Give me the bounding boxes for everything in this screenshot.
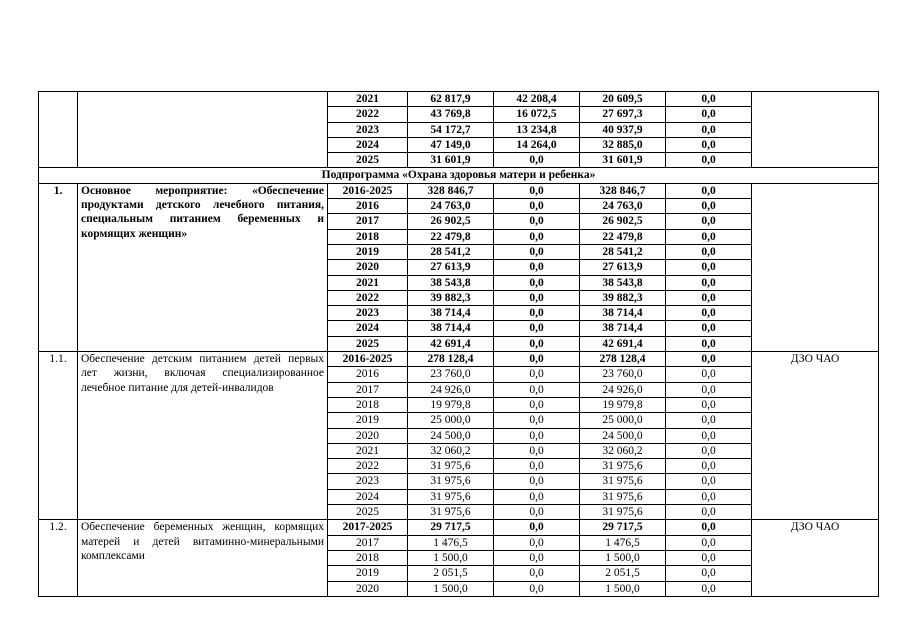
value-cell-v2: 0,0 bbox=[494, 413, 580, 428]
year-cell: 2016-2025 bbox=[328, 352, 408, 367]
description-cell: Обеспечение детским питанием детей первых лет жизни, включая специализированное лечебное питание для детей-инвалидов bbox=[78, 352, 328, 520]
value-cell-v1: 54 172,7 bbox=[408, 122, 494, 137]
year-cell: 2017 bbox=[328, 535, 408, 550]
value-cell-v3: 23 760,0 bbox=[580, 367, 666, 382]
value-cell-v4: 0,0 bbox=[666, 505, 752, 520]
table-row bbox=[39, 352, 879, 367]
value-cell-v4: 0,0 bbox=[666, 183, 752, 198]
value-cell-v1: 38 543,8 bbox=[408, 275, 494, 290]
value-cell-v4: 0,0 bbox=[666, 489, 752, 504]
value-cell-v2: 0,0 bbox=[494, 459, 580, 474]
value-cell-v3: 24 763,0 bbox=[580, 199, 666, 214]
value-cell-v1: 328 846,7 bbox=[408, 183, 494, 198]
value-cell-v4: 0,0 bbox=[666, 122, 752, 137]
executor-cell: ДЗО ЧАО bbox=[752, 520, 879, 596]
value-cell-v4: 0,0 bbox=[666, 229, 752, 244]
value-cell-v1: 23 760,0 bbox=[408, 367, 494, 382]
table-body bbox=[39, 92, 879, 597]
value-cell-v1: 26 902,5 bbox=[408, 214, 494, 229]
value-cell-v4: 0,0 bbox=[666, 306, 752, 321]
value-cell-v1: 24 926,0 bbox=[408, 382, 494, 397]
value-cell-v1: 1 500,0 bbox=[408, 550, 494, 565]
value-cell-v2: 0,0 bbox=[494, 244, 580, 259]
value-cell-v4: 0,0 bbox=[666, 260, 752, 275]
value-cell-v3: 19 979,8 bbox=[580, 397, 666, 412]
value-cell-v2: 0,0 bbox=[494, 352, 580, 367]
value-cell-v1: 47 149,0 bbox=[408, 137, 494, 152]
year-cell: 2025 bbox=[328, 153, 408, 168]
value-cell-v4: 0,0 bbox=[666, 275, 752, 290]
value-cell-v4: 0,0 bbox=[666, 336, 752, 351]
value-cell-v4: 0,0 bbox=[666, 244, 752, 259]
value-cell-v2: 0,0 bbox=[494, 474, 580, 489]
year-cell: 2017-2025 bbox=[328, 520, 408, 535]
value-cell-v4: 0,0 bbox=[666, 566, 752, 581]
value-cell-v3: 27 613,9 bbox=[580, 260, 666, 275]
table-row bbox=[39, 92, 879, 107]
value-cell-v4: 0,0 bbox=[666, 153, 752, 168]
value-cell-v2: 16 072,5 bbox=[494, 107, 580, 122]
value-cell-v1: 39 882,3 bbox=[408, 290, 494, 305]
value-cell-v1: 43 769,8 bbox=[408, 107, 494, 122]
value-cell-v1: 31 975,6 bbox=[408, 459, 494, 474]
value-cell-v2: 0,0 bbox=[494, 275, 580, 290]
value-cell-v3: 40 937,9 bbox=[580, 122, 666, 137]
value-cell-v2: 0,0 bbox=[494, 214, 580, 229]
value-cell-v1: 38 714,4 bbox=[408, 321, 494, 336]
value-cell-v1: 24 763,0 bbox=[408, 199, 494, 214]
value-cell-v2: 0,0 bbox=[494, 489, 580, 504]
value-cell-v2: 0,0 bbox=[494, 566, 580, 581]
value-cell-v4: 0,0 bbox=[666, 550, 752, 565]
year-cell: 2024 bbox=[328, 489, 408, 504]
value-cell-v2: 42 208,4 bbox=[494, 92, 580, 107]
value-cell-v3: 22 479,8 bbox=[580, 229, 666, 244]
value-cell-v3: 24 500,0 bbox=[580, 428, 666, 443]
value-cell-v4: 0,0 bbox=[666, 382, 752, 397]
year-cell: 2016 bbox=[328, 199, 408, 214]
value-cell-v2: 0,0 bbox=[494, 290, 580, 305]
value-cell-v3: 26 902,5 bbox=[580, 214, 666, 229]
value-cell-v3: 1 476,5 bbox=[580, 535, 666, 550]
value-cell-v2: 14 264,0 bbox=[494, 137, 580, 152]
executor-cell bbox=[752, 92, 879, 168]
value-cell-v3: 31 975,6 bbox=[580, 459, 666, 474]
year-cell: 2025 bbox=[328, 336, 408, 351]
year-cell: 2019 bbox=[328, 244, 408, 259]
year-cell: 2020 bbox=[328, 428, 408, 443]
value-cell-v1: 19 979,8 bbox=[408, 397, 494, 412]
value-cell-v2: 13 234,8 bbox=[494, 122, 580, 137]
financing-table bbox=[38, 91, 879, 597]
value-cell-v1: 29 717,5 bbox=[408, 520, 494, 535]
value-cell-v3: 39 882,3 bbox=[580, 290, 666, 305]
value-cell-v1: 62 817,9 bbox=[408, 92, 494, 107]
year-cell: 2018 bbox=[328, 550, 408, 565]
value-cell-v2: 0,0 bbox=[494, 520, 580, 535]
value-cell-v2: 0,0 bbox=[494, 321, 580, 336]
value-cell-v2: 0,0 bbox=[494, 443, 580, 458]
year-cell: 2020 bbox=[328, 260, 408, 275]
year-cell: 2023 bbox=[328, 122, 408, 137]
value-cell-v2: 0,0 bbox=[494, 535, 580, 550]
year-cell: 2023 bbox=[328, 306, 408, 321]
subprogram-row bbox=[39, 168, 879, 183]
value-cell-v4: 0,0 bbox=[666, 107, 752, 122]
value-cell-v3: 31 975,6 bbox=[580, 505, 666, 520]
value-cell-v2: 0,0 bbox=[494, 397, 580, 412]
value-cell-v3: 32 060,2 bbox=[580, 443, 666, 458]
value-cell-v3: 29 717,5 bbox=[580, 520, 666, 535]
description-cell bbox=[78, 92, 328, 168]
value-cell-v3: 38 714,4 bbox=[580, 321, 666, 336]
number-cell: 1. bbox=[39, 183, 78, 351]
value-cell-v3: 38 543,8 bbox=[580, 275, 666, 290]
number-cell bbox=[39, 92, 78, 168]
value-cell-v1: 32 060,2 bbox=[408, 443, 494, 458]
value-cell-v4: 0,0 bbox=[666, 581, 752, 596]
value-cell-v1: 31 975,6 bbox=[408, 489, 494, 504]
value-cell-v1: 22 479,8 bbox=[408, 229, 494, 244]
value-cell-v3: 28 541,2 bbox=[580, 244, 666, 259]
year-cell: 2019 bbox=[328, 566, 408, 581]
executor-cell bbox=[752, 183, 879, 351]
year-cell: 2023 bbox=[328, 474, 408, 489]
value-cell-v4: 0,0 bbox=[666, 199, 752, 214]
year-cell: 2017 bbox=[328, 382, 408, 397]
value-cell-v4: 0,0 bbox=[666, 474, 752, 489]
value-cell-v2: 0,0 bbox=[494, 428, 580, 443]
year-cell: 2019 bbox=[328, 413, 408, 428]
value-cell-v3: 27 697,3 bbox=[580, 107, 666, 122]
value-cell-v4: 0,0 bbox=[666, 214, 752, 229]
number-cell: 1.1. bbox=[39, 352, 78, 520]
value-cell-v1: 2 051,5 bbox=[408, 566, 494, 581]
value-cell-v4: 0,0 bbox=[666, 397, 752, 412]
value-cell-v1: 278 128,4 bbox=[408, 352, 494, 367]
year-cell: 2016 bbox=[328, 367, 408, 382]
year-cell: 2018 bbox=[328, 397, 408, 412]
value-cell-v3: 278 128,4 bbox=[580, 352, 666, 367]
value-cell-v2: 0,0 bbox=[494, 505, 580, 520]
value-cell-v3: 31 975,6 bbox=[580, 474, 666, 489]
year-cell: 2018 bbox=[328, 229, 408, 244]
value-cell-v4: 0,0 bbox=[666, 367, 752, 382]
value-cell-v1: 31 601,9 bbox=[408, 153, 494, 168]
value-cell-v2: 0,0 bbox=[494, 153, 580, 168]
value-cell-v4: 0,0 bbox=[666, 321, 752, 336]
value-cell-v1: 42 691,4 bbox=[408, 336, 494, 351]
number-cell: 1.2. bbox=[39, 520, 78, 596]
year-cell: 2022 bbox=[328, 459, 408, 474]
value-cell-v4: 0,0 bbox=[666, 428, 752, 443]
value-cell-v1: 1 476,5 bbox=[408, 535, 494, 550]
value-cell-v3: 328 846,7 bbox=[580, 183, 666, 198]
value-cell-v4: 0,0 bbox=[666, 137, 752, 152]
value-cell-v2: 0,0 bbox=[494, 199, 580, 214]
executor-cell: ДЗО ЧАО bbox=[752, 352, 879, 520]
description-cell: Обеспечение беременных женщин, кормящих матерей и детей витаминно-минеральными комплексами bbox=[78, 520, 328, 596]
value-cell-v4: 0,0 bbox=[666, 535, 752, 550]
value-cell-v3: 31 975,6 bbox=[580, 489, 666, 504]
year-cell: 2025 bbox=[328, 505, 408, 520]
value-cell-v2: 0,0 bbox=[494, 336, 580, 351]
value-cell-v2: 0,0 bbox=[494, 550, 580, 565]
value-cell-v3: 2 051,5 bbox=[580, 566, 666, 581]
value-cell-v3: 1 500,0 bbox=[580, 581, 666, 596]
value-cell-v4: 0,0 bbox=[666, 290, 752, 305]
value-cell-v3: 42 691,4 bbox=[580, 336, 666, 351]
value-cell-v1: 24 500,0 bbox=[408, 428, 494, 443]
value-cell-v2: 0,0 bbox=[494, 229, 580, 244]
year-cell: 2016-2025 bbox=[328, 183, 408, 198]
value-cell-v2: 0,0 bbox=[494, 183, 580, 198]
year-cell: 2021 bbox=[328, 92, 408, 107]
value-cell-v3: 24 926,0 bbox=[580, 382, 666, 397]
value-cell-v2: 0,0 bbox=[494, 581, 580, 596]
value-cell-v3: 38 714,4 bbox=[580, 306, 666, 321]
value-cell-v1: 1 500,0 bbox=[408, 581, 494, 596]
value-cell-v4: 0,0 bbox=[666, 459, 752, 474]
year-cell: 2020 bbox=[328, 581, 408, 596]
table-row bbox=[39, 183, 879, 198]
value-cell-v4: 0,0 bbox=[666, 92, 752, 107]
year-cell: 2017 bbox=[328, 214, 408, 229]
value-cell-v3: 31 601,9 bbox=[580, 153, 666, 168]
value-cell-v1: 27 613,9 bbox=[408, 260, 494, 275]
value-cell-v1: 38 714,4 bbox=[408, 306, 494, 321]
value-cell-v3: 32 885,0 bbox=[580, 137, 666, 152]
year-cell: 2022 bbox=[328, 107, 408, 122]
year-cell: 2021 bbox=[328, 443, 408, 458]
value-cell-v1: 31 975,6 bbox=[408, 474, 494, 489]
value-cell-v2: 0,0 bbox=[494, 367, 580, 382]
value-cell-v1: 25 000,0 bbox=[408, 413, 494, 428]
description-cell: Основное мероприятие: «Обеспечение продуктами детского лечебного питания, специальным питанием беременных и кормящих женщин» bbox=[78, 183, 328, 351]
value-cell-v2: 0,0 bbox=[494, 382, 580, 397]
value-cell-v4: 0,0 bbox=[666, 413, 752, 428]
year-cell: 2024 bbox=[328, 137, 408, 152]
year-cell: 2021 bbox=[328, 275, 408, 290]
value-cell-v4: 0,0 bbox=[666, 520, 752, 535]
table-row bbox=[39, 520, 879, 535]
year-cell: 2024 bbox=[328, 321, 408, 336]
value-cell-v4: 0,0 bbox=[666, 443, 752, 458]
value-cell-v1: 28 541,2 bbox=[408, 244, 494, 259]
value-cell-v2: 0,0 bbox=[494, 306, 580, 321]
value-cell-v3: 25 000,0 bbox=[580, 413, 666, 428]
value-cell-v4: 0,0 bbox=[666, 352, 752, 367]
value-cell-v3: 20 609,5 bbox=[580, 92, 666, 107]
year-cell: 2022 bbox=[328, 290, 408, 305]
value-cell-v2: 0,0 bbox=[494, 260, 580, 275]
value-cell-v1: 31 975,6 bbox=[408, 505, 494, 520]
subprogram-title: Подпрограмма «Охрана здоровья матери и ребенка» bbox=[39, 168, 879, 183]
value-cell-v3: 1 500,0 bbox=[580, 550, 666, 565]
